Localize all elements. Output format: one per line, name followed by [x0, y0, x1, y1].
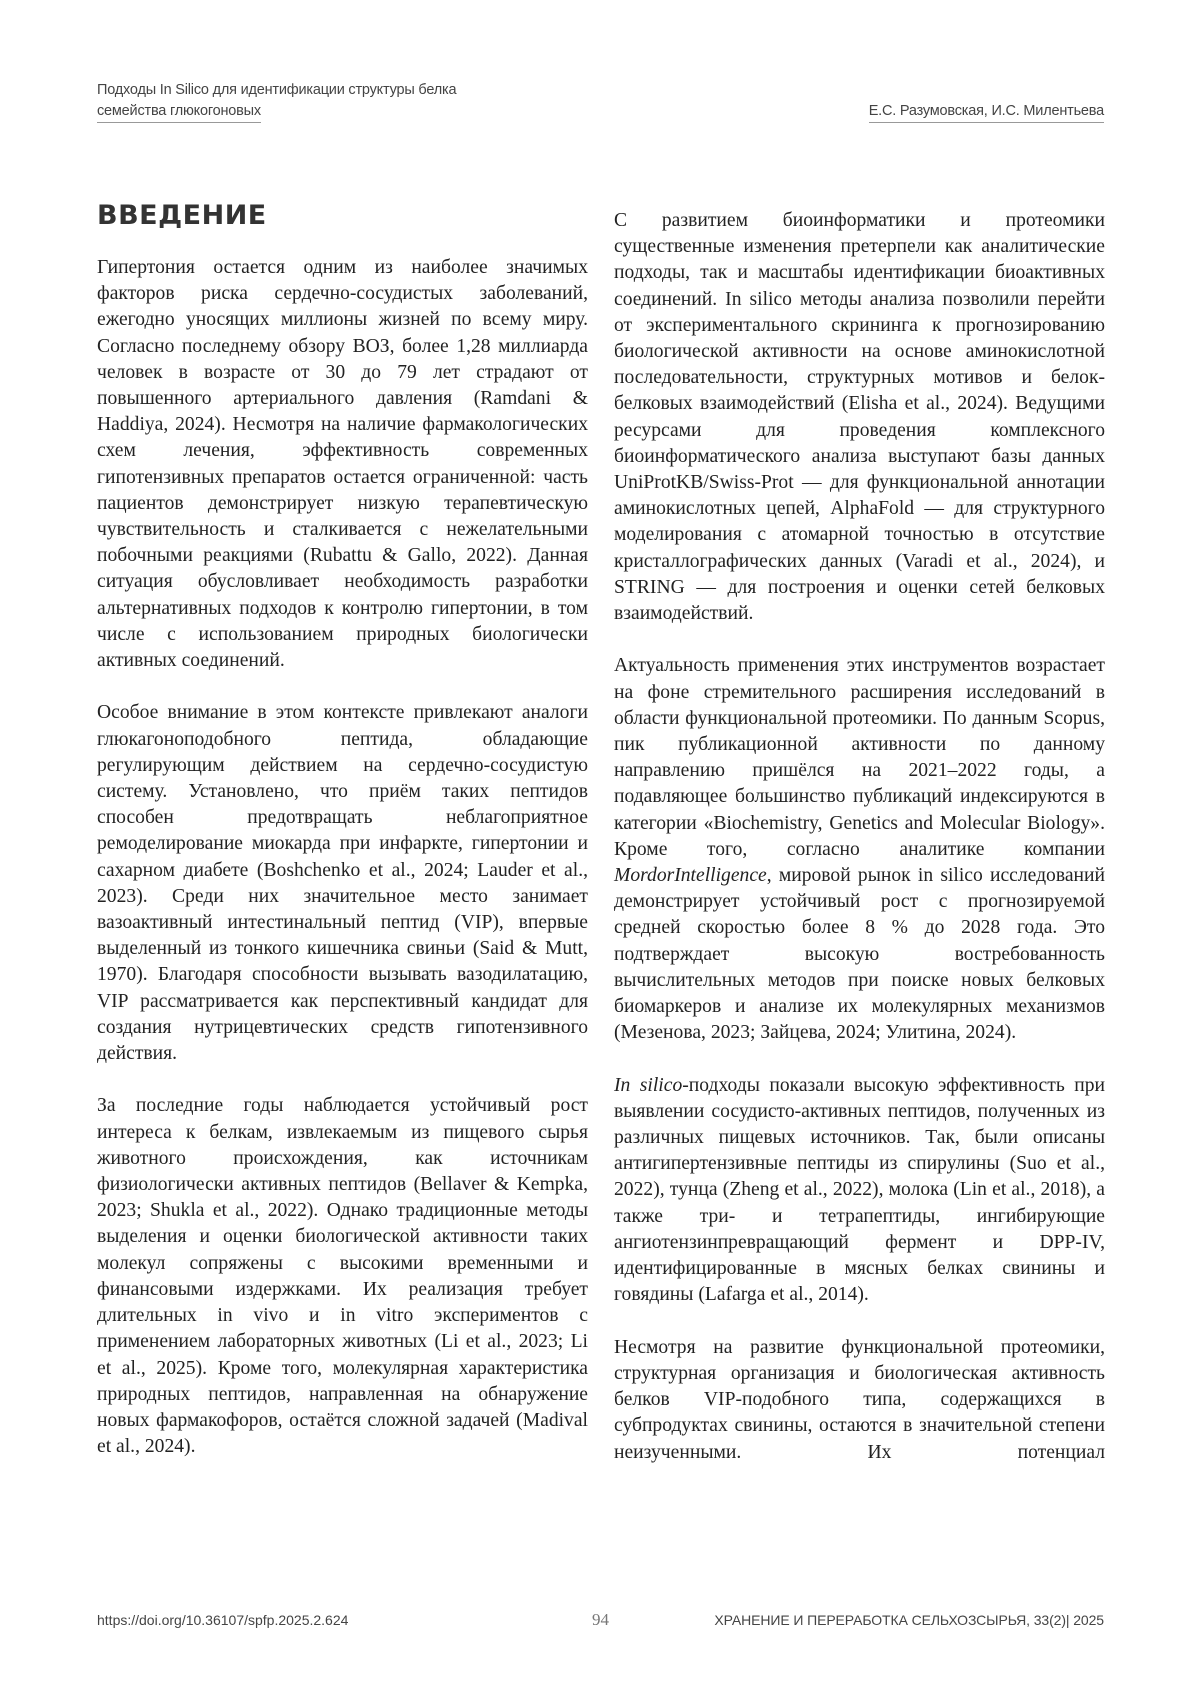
section-title: ВВЕДЕНИЕ [97, 200, 267, 231]
header-title-line-1: Подходы In Silico для идентификации структуры белка [97, 80, 456, 101]
paragraph: За последние годы наблюдается устойчивый рост интереса к белкам, извлекаемым из пищевого сырья животного происхождения, как источникам физиологически активных пептидов (Bellaver & Kempka, 2023; Shukla et al., 2022). Однако традиционные методы выделения и оценки биологической активности таких молекул сопряжены с высокими временными и финансовыми издержками. Их реализация требует длительных in vivo и in vitro экспериментов с применением лабораторных животных (Li et al., 2023; Li et al., 2025). Кроме того, молекулярная характеристика природных пептидов, направленная на обнаружение новых фармакофоров, остаётся сложной задачей (Madival et al., 2024). [97, 1093, 588, 1460]
text-run: Актуальность применения этих инструментов возрастает на фоне стремительного расширения исследований в области функциональной протеомики. По данным Scopus, пик публикационной активности по данному направлению пришёлся на 2021–2022 годы, а подавляющее большинство публикаций индексируются в категории «Biochemistry, Genetics and Molecular Biology». Кроме того, согласно аналитике компании [614, 655, 1105, 859]
running-header-title [97, 80, 456, 123]
text-run: , мировой рынок in silico исследований демонстрирует устойчивый рост с прогнозируемой средней скоростью более 8 % до 2028 года. Это подтверждает высокую востребованность вычислительных методов при поиске новых белковых биомаркеров и анализе их молекулярных механизмов (Мезенова, 2023; Зайцева, 2024; Улитина, 2024). [614, 865, 1105, 1043]
running-header-authors: Е.С. Разумовская, И.С. Милентьева [869, 101, 1104, 123]
paragraph: Несмотря на развитие функциональной протеомики, структурная организация и биологическая активность белков VIP-подобного типа, содержащихся в субпродуктах свинины, остаются в значительной степени неизученными. Их потенциал [614, 1335, 1105, 1466]
paragraph: Гипертония остается одним из наиболее значимых факторов риска сердечно-сосудистых заболеваний, ежегодно уносящих миллионы жизней по всему миру. Согласно последнему обзору ВОЗ, более 1,28 миллиарда человек в возрасте от 30 до 79 лет страдают от повышенного артериального давления (Ramdani & Haddiya, 2024). Несмотря на наличие фармакологических схем лечения, эффективность современных гипотензивных препаратов остается ограниченной: часть пациентов демонстрирует низкую терапевтическую чувствительность и сталкивается с нежелательными побочными реакциями (Rubattu & Gallo, 2022). Данная ситуация обусловливает необходимость разработки альтернативных подходов к контролю гипертонии, в том числе с использованием природных биологически активных соединений. [97, 255, 588, 674]
page-number: 94 [592, 1610, 609, 1630]
right-column [614, 208, 1105, 1492]
text-run: -подходы показали высокую эффективность при выявлении сосудисто-активных пептидов, полученных из различных пищевых источников. Так, были описаны антигипертензивные пептиды из спирулины (Suo et al., 2022), тунца (Zheng et al., 2022), молока (Lin et al., 2018), а также три- и тетрапептиды, ингибирующие ангиотензинпревращающий фермент и DPP-IV, идентифицированные в мясных белках свинины и говядины (Lafarga et al., 2014). [614, 1075, 1105, 1306]
paragraph: Особое внимание в этом контексте привлекают аналоги глюкагоноподобного пептида, обладающие регулирующим действием на сердечно-сосудистую систему. Установлено, что приём таких пептидов способен предотвращать неблагоприятное ремоделирование миокарда при инфаркте, гипертонии и сахарном диабете (Boshchenko et al., 2024; Lauder et al., 2023). Среди них значительное место занимает вазоактивный интестинальный пептид (VIP), впервые выделенный из тонкого кишечника свиньи (Said & Mutt, 1970). Благодаря способности вызывать вазодилатацию, VIP рассматривается как перспективный кандидат для создания нутрицевтических средств гипотензивного действия. [97, 700, 588, 1067]
journal-name: ХРАНЕНИЕ И ПЕРЕРАБОТКА СЕЛЬХОЗСЫРЬЯ, 33(2)| 2025 [714, 1612, 1104, 1628]
left-column [97, 255, 588, 1487]
paragraph: С развитием биоинформатики и протеомики существенные изменения претерпели как аналитические подходы, так и масштабы идентификации биоактивных соединений. In silico методы анализа позволили перейти от экспериментального скрининга к прогнозированию биологической активности на основе аминокислотной последовательности, структурных мотивов и белок-белковых взаимодействий (Elisha et al., 2024). Ведущими ресурсами для проведения комплексного биоинформатического анализа выступают базы данных UniProtKB/Swiss-Prot — для функциональной аннотации аминокислотных цепей, AlphaFold — для структурного моделирования с атомарной точностью в отсутствие кристаллографических данных (Varadi et al., 2024), и STRING — для построения и оценки сетей белковых взаимодействий. [614, 208, 1105, 627]
paragraph [614, 653, 1105, 1046]
doi-link[interactable]: https://doi.org/10.36107/spfp.2025.2.624 [97, 1612, 348, 1628]
page-footer [97, 1612, 1104, 1636]
paragraph [614, 1073, 1105, 1309]
italic-term: In silico [614, 1075, 682, 1096]
header-title-line-2: семейства глюкогоновых [97, 101, 261, 123]
italic-company-name: MordorIntelligence [614, 865, 767, 886]
